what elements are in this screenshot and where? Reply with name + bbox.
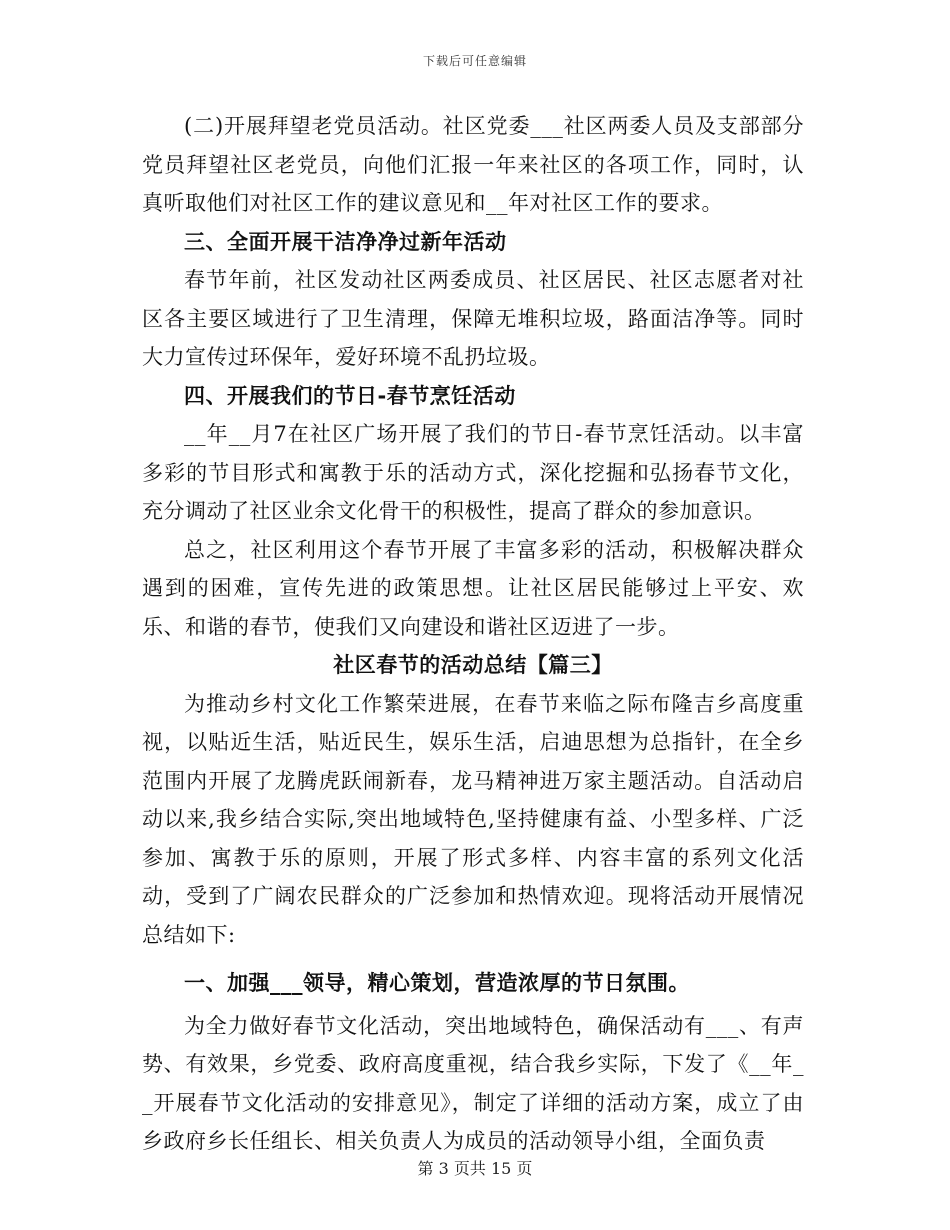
paragraph-cleanup: 春节年前，社区发动社区两委成员、社区居民、社区志愿者对社区各主要区域进行了卫生清理，保障无堆积垃圾，路面洁净等。同时大力宣传过环保年，爱好环境不乱扔垃圾。 <box>142 268 804 369</box>
paragraph-cooking-activity: __年__月7在社区广场开展了我们的节日-春节烹饪活动。以丰富多彩的节目形式和寓教于乐的活动方式，深化挖掘和弘扬春节文化，充分调动了社区业余文化骨干的积极性，提高了群众的参加意识。 <box>142 422 804 523</box>
section-heading-3: 三、全面开展干洁净净过新年活动 <box>184 229 507 254</box>
page-number: 第 3 页共 15 页 <box>417 1159 533 1178</box>
section-heading-4: 四、开展我们的节日-春节烹饪活动 <box>184 383 516 408</box>
section-heading-1: 一、加强___领导，精心策划，营造浓厚的节日氛围。 <box>184 971 690 995</box>
paragraph-summary: 总之，社区利用这个春节开展了丰富多彩的活动，积极解决群众遇到的困难，宣传先进的政策思想。让社区居民能够过上平安、欢乐、和谐的春节，使我们又向建设和谐社区迈进了一步。 <box>142 537 804 639</box>
document-body <box>142 107 804 1161</box>
paragraph-intro: 为推动乡村文化工作繁荣进展，在春节来临之际布隆吉乡高度重视，以贴近生活，贴近民生，娱乐生活，启迪思想为总指针，在全乡范围内开展了龙腾虎跃闹新春，龙马精神进万家主题活动。自活动启动以来,我乡结合实际,突出地域特色,坚持健康有益、小型多样、广泛参加、寓教于乐的原则，开展了形式多样、内容丰富的系列文化活动，受到了广阔农民群众的广泛参加和热情欢迎。现将活动开展情况总结如下: <box>142 691 804 947</box>
paragraph-planning: 为全力做好春节文化活动，突出地域特色，确保活动有___、有声势、有效果，乡党委、政府高度重视，结合我乡实际，下发了《__年__开展春节文化活动的安排意见》，制定了详细的活动方案，成立了由乡政府乡长任组长、相关负责人为成员的活动领导小组，全面负责 <box>142 1013 804 1153</box>
paragraph-visit-old-members: (二)开展拜望老党员活动。社区党委___社区两委人员及支部部分党员拜望社区老党员，向他们汇报一年来社区的各项工作，同时，认真听取他们对社区工作的建议意见和__年对社区工作的要求。 <box>142 114 804 215</box>
page-header-note: 下载后可任意编辑 <box>422 54 527 68</box>
article-title: 社区春节的活动总结【篇三】 <box>333 653 613 677</box>
